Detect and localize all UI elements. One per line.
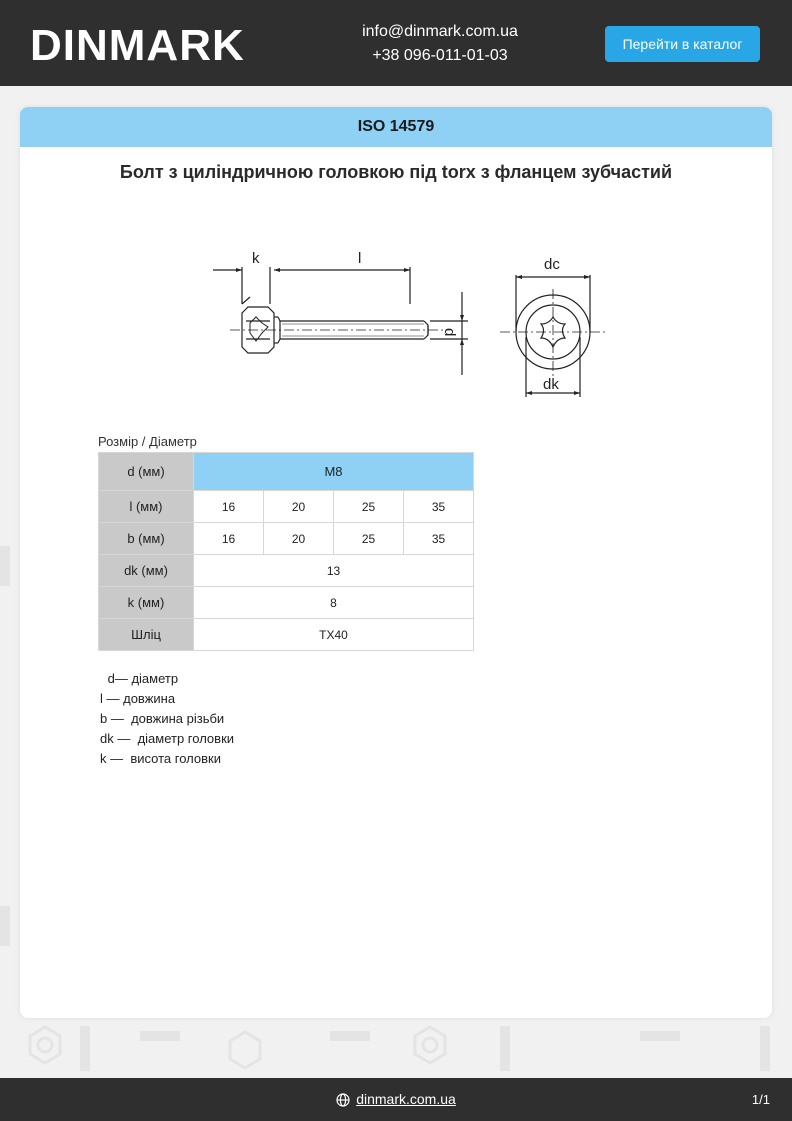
catalog-button[interactable]: Перейти в каталог: [605, 26, 760, 62]
product-title: Болт з циліндричною головкою під torx з фланцем зубчастий: [119, 162, 673, 182]
table-cell: 13: [194, 555, 474, 587]
page-number: 1/1: [751, 1092, 770, 1107]
header-bar: [0, 0, 792, 86]
bolt-drawing: [210, 237, 610, 417]
globe-icon: [336, 1093, 350, 1107]
table-cell: 16: [194, 491, 264, 523]
logo[interactable]: [30, 18, 275, 68]
table-row: [99, 491, 474, 523]
table-row: [99, 587, 474, 619]
dim-k-label: k: [252, 250, 260, 267]
table-row: [99, 453, 474, 491]
site-link-container: [0, 1078, 792, 1121]
row-label: d (мм): [99, 453, 194, 491]
row-label: b (мм): [99, 523, 194, 555]
legend-item: d— діаметр: [104, 671, 179, 686]
table-cell: 16: [194, 523, 264, 555]
product-card: [20, 107, 772, 1018]
legend-item: k — висота головки: [100, 751, 221, 766]
site-link[interactable]: dinmark.com.ua: [356, 1091, 456, 1107]
phone-link[interactable]: +38 096-011-01-03: [372, 47, 508, 64]
legend-item: l — довжина: [100, 691, 176, 706]
standard-title: ISO 14579: [20, 107, 772, 147]
spec-table: [98, 452, 474, 651]
table-cell: 20: [264, 491, 334, 523]
table-cell: 35: [404, 491, 474, 523]
table-cell: 20: [264, 523, 334, 555]
table-caption: Розмір / Діаметр: [98, 434, 197, 449]
row-label: Шліц: [99, 619, 194, 651]
table-cell: M8: [194, 453, 474, 491]
table-row: [99, 619, 474, 651]
table-cell: 25: [334, 491, 404, 523]
dim-dk-label: dk: [543, 376, 559, 393]
row-label: k (мм): [99, 587, 194, 619]
legend: [100, 669, 235, 769]
legend-item: dk — діаметр головки: [100, 731, 235, 746]
contacts: [330, 20, 550, 68]
table-cell: 35: [404, 523, 474, 555]
dim-d-label: d: [441, 328, 458, 337]
row-label: l (мм): [99, 491, 194, 523]
table-row: [99, 523, 474, 555]
dim-dc-label: dc: [544, 256, 560, 273]
email-link[interactable]: info@dinmark.com.ua: [362, 23, 518, 40]
row-label: dk (мм): [99, 555, 194, 587]
legend-item: b — довжина різьби: [100, 711, 225, 726]
svg-text:DINMARK: DINMARK: [30, 21, 245, 68]
dim-l-label: l: [358, 250, 362, 267]
table-cell: 25: [334, 523, 404, 555]
dinmark-logo-icon: [30, 18, 275, 68]
table-row: [99, 555, 474, 587]
footer-bar: [0, 1078, 792, 1121]
table-cell: TX40: [194, 619, 474, 651]
table-cell: 8: [194, 587, 474, 619]
